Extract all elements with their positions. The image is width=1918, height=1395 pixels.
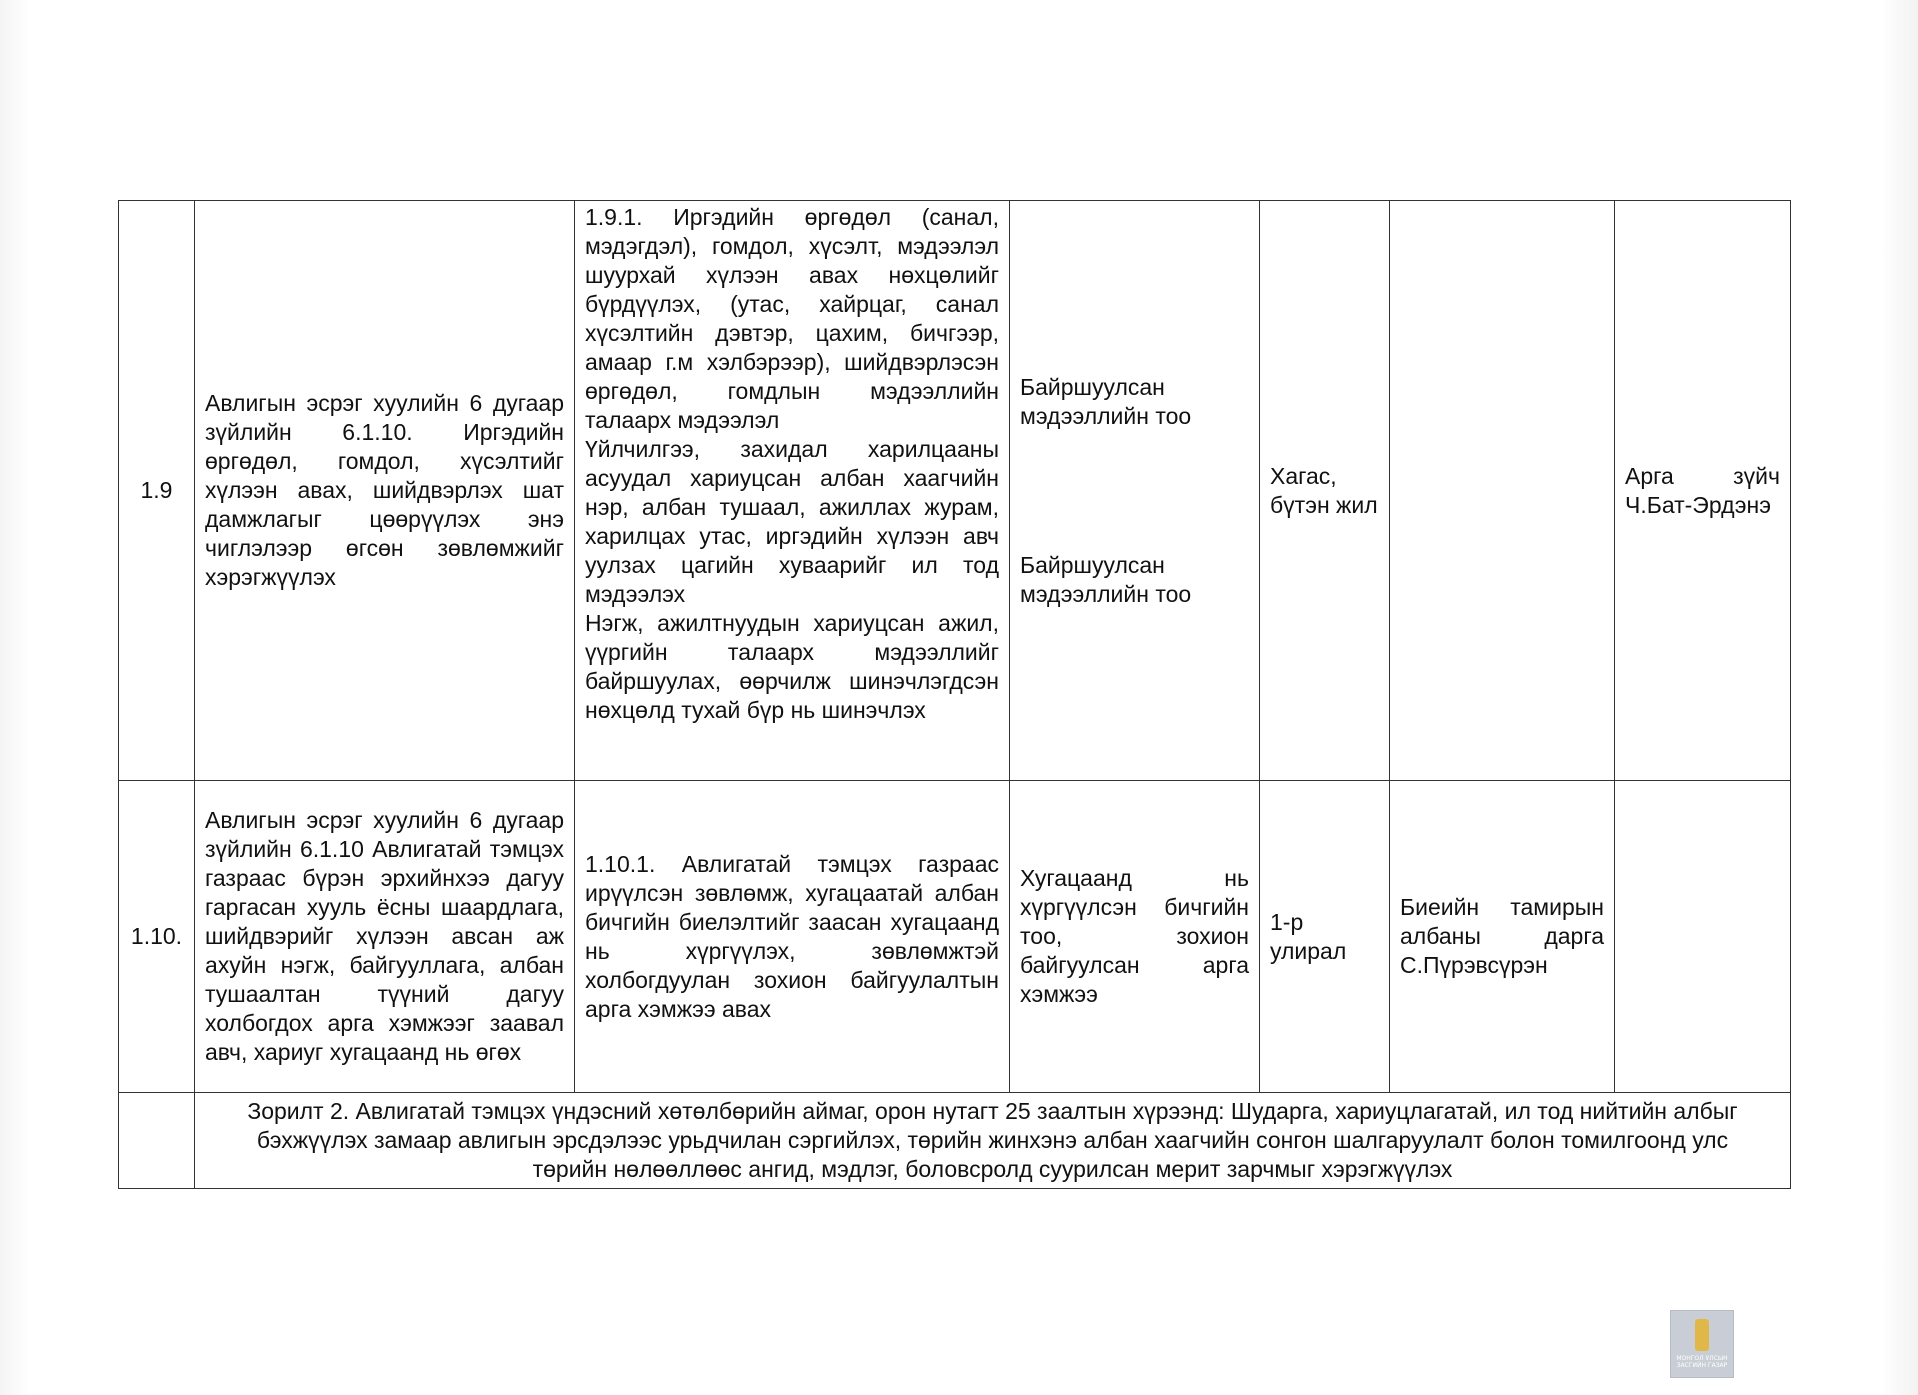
responsible-cell-2: Арга зүйч Ч.Бат-Эрдэнэ	[1615, 201, 1791, 781]
activity-cell	[575, 781, 1010, 1093]
indicator-text: Байршуулсан мэдээллийн тоо	[1020, 373, 1192, 429]
table-row	[119, 201, 1791, 781]
legal-basis-cell: Авлигын эсрэг хуулийн 6 дугаар зүйлийн 6.1.10. Иргэдийн өргөдөл, гомдол, хүсэлтийг хүлээн авах, шийдвэрлэх шат дамжлагыг цөөрүүлэх энэ чиглэлээр өгсөн зөвлөмжийг хэрэгжүүлэх	[195, 201, 575, 781]
activity-paragraph: Нэгж, ажилтнуудын хариуцсан ажил, үүргийн талаарх мэдээллийг байршуулах, өөрчилж шинэчлэгдсэн нөхцөлд тухай бүр нь шинэчлэх	[585, 610, 999, 723]
activity-cell	[575, 201, 1010, 781]
goal-text: Зорилт 2. Авлигатай тэмцэх үндэсний хөтөлбөрийн аймаг, орон нутагт 25 заалтын хүрээнд: Шударга, хариуцлагатай, ил тод нийтийн албыг бэхжүүлэх замаар авлигын эрсдэлээс урьдчилан сэргийлэх, төрийн жинхэнэ албан хаагчийн сонгон шалгаруулалт болон томилгоонд улс төрийн нөлөөллөөс ангид, мэдлэг, боловсролд суурилсан мерит зарчмыг хэрэгжүүлэх	[195, 1093, 1791, 1189]
action-plan-table	[118, 200, 1791, 1189]
indicator-text: Байршуулсан мэдээллийн тоо	[1020, 551, 1192, 607]
activity-paragraph: 1.9.1. Иргэдийн өргөдөл (санал, мэдэгдэл), гомдол, хүсэлт, мэдээлэл шуурхай хүлээн авах нөхцөлийг бүрдүүлэх, (утас, хайрцаг, санал хүсэлтийн дэвтэр, цахим, бичгээр, амаар г.м хэлбэрээр), шийдвэрлэсэн өргөдөл, гомдлын мэдээллийн талаарх мэдээлэл	[585, 204, 999, 433]
row-number: 1.10.	[119, 781, 195, 1093]
legal-basis-cell: Авлигын эсрэг хуулийн 6 дугаар зүйлийн 6.1.10 Авлигатай тэмцэх газраас бүрэн эрхийнхээ дагуу гаргасан хууль ёсны шаардлага, шийдвэрийг хүлээн авсан аж ахуйн нэгж, байгууллага, албан тушаалтан түүний дагуу холбогдох арга хэмжээг заавал авч, хариуг хугацаанд нь өгөх	[195, 781, 575, 1093]
activity-paragraph: 1.10.1. Авлигатай тэмцэх газраас ирүүлсэн зөвлөмж, хугацаатай албан бичгийн биелэлтийг заасан хугацаанд нь хүргүүлэх, зөвлөмжтэй холбогдуулан зохион байгуулалтын арга хэмжээ авах	[585, 850, 999, 1022]
goal-row	[119, 1093, 1791, 1189]
timeframe-cell: Хагас, бүтэн жил	[1260, 201, 1390, 781]
soyombo-icon	[1695, 1319, 1709, 1351]
table-row	[119, 781, 1791, 1093]
indicator-text: Хугацаанд нь хүргүүлсэн бичгийн тоо, зохион байгуулсан арга хэмжээ	[1020, 865, 1249, 1007]
activity-paragraph: Үйлчилгээ, захидал харилцааны асуудал хариуцсан албан хаагчийн нэр, албан тушаал, ажиллах журам, харилцах утас, иргэдийн хүлээн авч уулзах цагийн хуваарийг ил тод мэдээлэх	[585, 436, 999, 607]
government-emblem	[1670, 1310, 1734, 1378]
row-number: 1.9	[119, 201, 195, 781]
timeframe-cell: 1-р улирал	[1260, 781, 1390, 1093]
responsible-cell: Биеийн тамирын албаны дарга С.Пүрэвсүрэн	[1390, 781, 1615, 1093]
responsible-cell-2	[1615, 781, 1791, 1093]
spacer	[1020, 431, 1249, 551]
emblem-text: МОНГОЛ УЛСЫН ЗАСГИЙН ГАЗАР	[1676, 1355, 1728, 1369]
indicator-cell	[1010, 781, 1260, 1093]
indicator-cell	[1010, 201, 1260, 781]
goal-number-cell	[119, 1093, 195, 1189]
responsible-cell	[1390, 201, 1615, 781]
